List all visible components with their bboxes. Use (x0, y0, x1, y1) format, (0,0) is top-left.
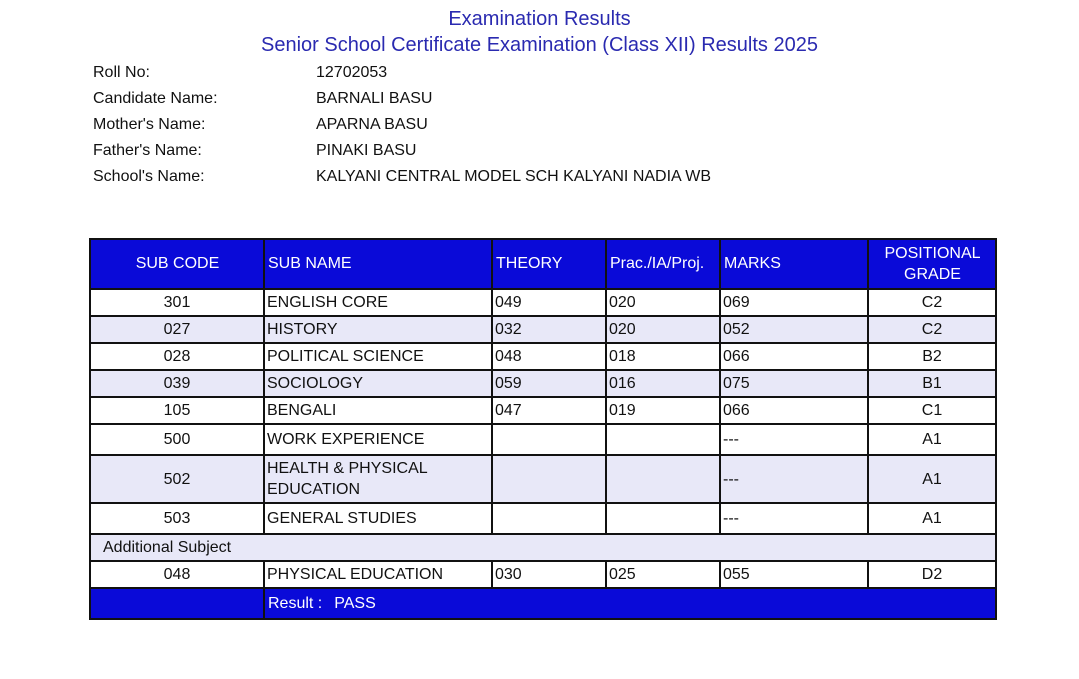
cell-theory (492, 455, 606, 503)
cell-grade: A1 (868, 424, 996, 455)
cell-theory: 049 (492, 289, 606, 316)
cell-practical (606, 424, 720, 455)
table-row (90, 561, 996, 588)
result-label: Result : (268, 594, 323, 612)
cell-theory: 030 (492, 561, 606, 588)
cell-theory (492, 503, 606, 534)
cell-practical: 020 (606, 289, 720, 316)
col-header-sub-name: SUB NAME (264, 239, 492, 289)
table-row (90, 316, 996, 343)
cell-grade: B1 (868, 370, 996, 397)
info-label: Candidate Name: (93, 90, 218, 107)
cell-name (264, 455, 492, 503)
cell-grade: B2 (868, 343, 996, 370)
cell-code: 105 (90, 397, 264, 424)
table-row (90, 343, 996, 370)
result-spacer (90, 588, 264, 619)
info-row-mother-name (93, 112, 711, 138)
cell-grade: A1 (868, 503, 996, 534)
cell-grade: C2 (868, 316, 996, 343)
additional-subject-row (90, 534, 996, 561)
cell-code: 502 (90, 455, 264, 503)
additional-subject-label: Additional Subject (90, 534, 996, 561)
info-value: PINAKI BASU (316, 142, 417, 159)
cell-name: HISTORY (264, 316, 492, 343)
cell-marks: 069 (720, 289, 868, 316)
cell-name: POLITICAL SCIENCE (264, 343, 492, 370)
info-label: Mother's Name: (93, 116, 206, 133)
info-value: KALYANI CENTRAL MODEL SCH KALYANI NADIA WB (316, 168, 712, 185)
cell-name: GENERAL STUDIES (264, 503, 492, 534)
results-header (0, 6, 1079, 58)
info-value: BARNALI BASU (316, 90, 433, 107)
cell-marks: 075 (720, 370, 868, 397)
cell-practical: 020 (606, 316, 720, 343)
col-header-theory: THEORY (492, 239, 606, 289)
info-row-father-name (93, 138, 711, 164)
cell-theory (492, 424, 606, 455)
cell-practical (606, 503, 720, 534)
cell-grade: D2 (868, 561, 996, 588)
table-row (90, 424, 996, 455)
grade-header-line2: GRADE (904, 266, 961, 283)
cell-practical (606, 455, 720, 503)
cell-code: 039 (90, 370, 264, 397)
table-row (90, 503, 996, 534)
cell-marks: 055 (720, 561, 868, 588)
cell-practical: 025 (606, 561, 720, 588)
cell-code: 301 (90, 289, 264, 316)
result-value: PASS (334, 594, 376, 612)
cell-name: ENGLISH CORE (264, 289, 492, 316)
cell-name: PHYSICAL EDUCATION (264, 561, 492, 588)
col-header-marks: MARKS (720, 239, 868, 289)
info-label: Father's Name: (93, 142, 202, 159)
cell-marks: --- (720, 503, 868, 534)
table-row (90, 455, 996, 503)
cell-code: 500 (90, 424, 264, 455)
table-row (90, 397, 996, 424)
col-header-sub-code: SUB CODE (90, 239, 264, 289)
cell-code: 027 (90, 316, 264, 343)
cell-name: BENGALI (264, 397, 492, 424)
cell-theory: 032 (492, 316, 606, 343)
cell-marks: 066 (720, 397, 868, 424)
candidate-info (93, 60, 711, 190)
info-row-school-name (93, 164, 711, 190)
cell-name-line1: HEALTH & PHYSICAL (267, 460, 428, 477)
page-title: Examination Results (448, 8, 631, 30)
cell-marks: --- (720, 455, 868, 503)
info-row-candidate-name (93, 86, 711, 112)
result-cell (264, 588, 996, 619)
cell-name: WORK EXPERIENCE (264, 424, 492, 455)
cell-marks: 066 (720, 343, 868, 370)
cell-name: SOCIOLOGY (264, 370, 492, 397)
cell-code: 048 (90, 561, 264, 588)
page-subtitle: Senior School Certificate Examination (Class XII) Results 2025 (261, 34, 818, 56)
grade-header-line1: POSITIONAL (884, 245, 981, 262)
info-value: 12702053 (316, 64, 388, 81)
cell-name-line2: EDUCATION (267, 481, 361, 498)
cell-practical: 018 (606, 343, 720, 370)
table-row (90, 289, 996, 316)
cell-theory: 048 (492, 343, 606, 370)
col-header-grade (868, 239, 996, 289)
col-header-practical: Prac./IA/Proj. (606, 239, 720, 289)
cell-practical: 016 (606, 370, 720, 397)
cell-grade: C1 (868, 397, 996, 424)
cell-theory: 059 (492, 370, 606, 397)
cell-grade: C2 (868, 289, 996, 316)
table-row (90, 370, 996, 397)
info-row-roll-no (93, 60, 711, 86)
cell-theory: 047 (492, 397, 606, 424)
cell-marks: 052 (720, 316, 868, 343)
table-header-row (90, 239, 996, 289)
results-table (89, 238, 997, 620)
cell-code: 503 (90, 503, 264, 534)
info-value: APARNA BASU (316, 116, 428, 133)
info-label: School's Name: (93, 168, 205, 185)
cell-code: 028 (90, 343, 264, 370)
result-row (90, 588, 996, 619)
cell-practical: 019 (606, 397, 720, 424)
cell-marks: --- (720, 424, 868, 455)
cell-grade: A1 (868, 455, 996, 503)
info-label: Roll No: (93, 64, 150, 81)
